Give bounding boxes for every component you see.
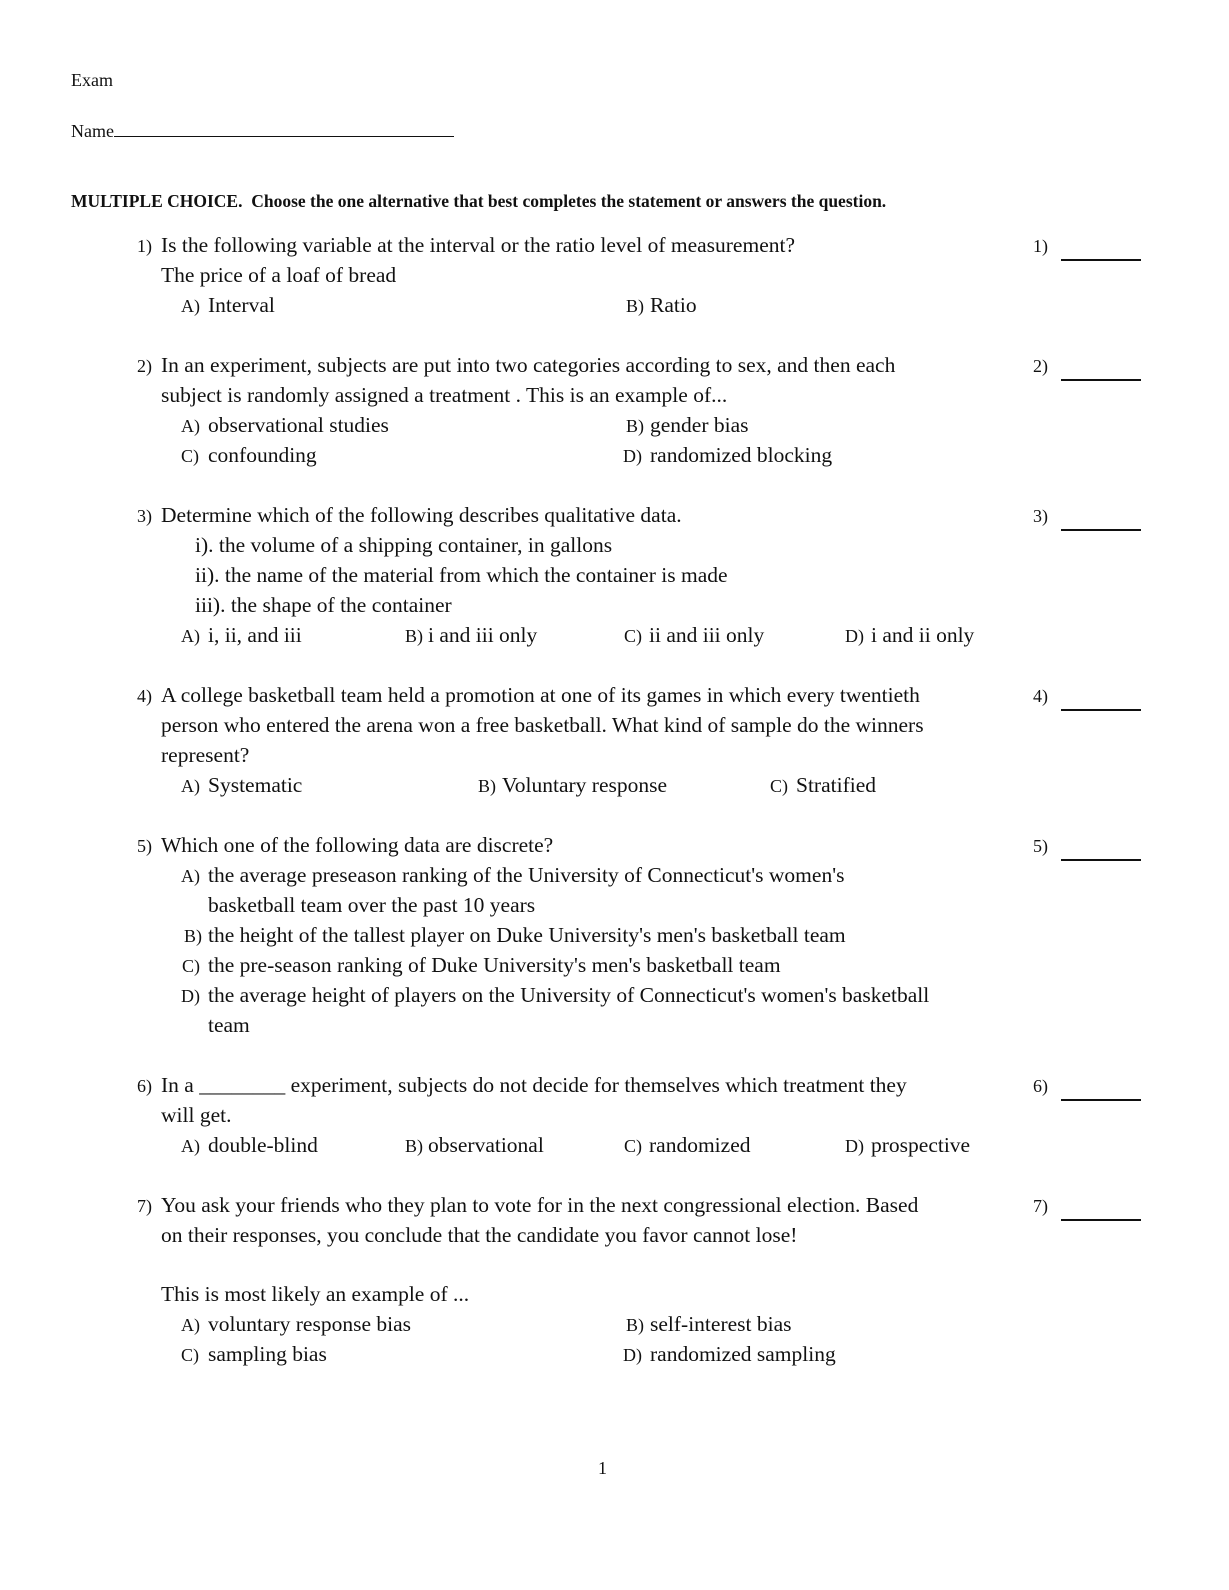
option-a[interactable]: i, ii, and iii bbox=[208, 623, 302, 647]
option-c[interactable]: Stratified bbox=[796, 773, 877, 797]
answer-label: 6) bbox=[1033, 1076, 1048, 1096]
option-letter: A) bbox=[181, 1136, 200, 1156]
option-a[interactable]: the average preseason ranking of the University of Connecticut's women's bbox=[208, 863, 845, 887]
question-number: 5) bbox=[137, 836, 152, 856]
page-number: 1 bbox=[598, 1458, 607, 1478]
answer-label: 2) bbox=[1033, 356, 1048, 376]
question-subitem: ii). the name of the material from which the container is made bbox=[195, 563, 728, 587]
answer-blank[interactable] bbox=[1061, 259, 1141, 261]
answer-blank[interactable] bbox=[1061, 709, 1141, 711]
instructions bbox=[71, 191, 886, 212]
option-b[interactable]: the height of the tallest player on Duke University's men's basketball team bbox=[208, 923, 846, 947]
option-c[interactable]: randomized bbox=[649, 1133, 751, 1157]
answer-label: 5) bbox=[1033, 836, 1048, 856]
option-letter: C) bbox=[624, 1136, 642, 1156]
option-d[interactable]: prospective bbox=[871, 1133, 971, 1157]
option-letter: B) bbox=[626, 416, 644, 436]
option-letter: B) bbox=[405, 626, 423, 646]
answer-label: 4) bbox=[1033, 686, 1048, 706]
option-letter: A) bbox=[181, 776, 200, 796]
question-number: 7) bbox=[137, 1196, 152, 1216]
option-a-continued: basketball team over the past 10 years bbox=[208, 893, 536, 917]
question-text: The price of a loaf of bread bbox=[161, 263, 397, 287]
answer-blank[interactable] bbox=[1061, 1099, 1141, 1101]
question-number: 6) bbox=[137, 1076, 152, 1096]
question-number: 3) bbox=[137, 506, 152, 526]
option-letter: B) bbox=[184, 926, 202, 946]
option-letter: C) bbox=[624, 626, 642, 646]
option-letter: C) bbox=[181, 446, 199, 466]
option-letter: A) bbox=[181, 1315, 200, 1335]
option-b[interactable]: gender bias bbox=[650, 413, 749, 437]
option-letter: C) bbox=[182, 956, 200, 976]
question-text: This is most likely an example of ... bbox=[161, 1282, 470, 1306]
option-b[interactable]: Ratio bbox=[650, 293, 697, 317]
option-b[interactable]: observational bbox=[428, 1133, 544, 1157]
answer-label: 3) bbox=[1033, 506, 1048, 526]
question-text: Which one of the following data are discrete? bbox=[161, 833, 554, 857]
option-a[interactable]: Systematic bbox=[208, 773, 303, 797]
option-letter: C) bbox=[770, 776, 788, 796]
option-letter: B) bbox=[626, 1315, 644, 1335]
answer-blank[interactable] bbox=[1061, 379, 1141, 381]
option-letter: A) bbox=[181, 626, 200, 646]
option-letter: C) bbox=[181, 1345, 199, 1365]
answer-blank[interactable] bbox=[1061, 1219, 1141, 1221]
option-c[interactable]: confounding bbox=[208, 443, 317, 467]
option-d-continued: team bbox=[208, 1013, 250, 1037]
question-number: 1) bbox=[137, 236, 152, 256]
option-c[interactable]: ii and iii only bbox=[649, 623, 765, 647]
question-text: In a ________ experiment, subjects do not decide for themselves which treatment they bbox=[161, 1073, 907, 1097]
exam-label: Exam bbox=[71, 70, 113, 90]
instructions-bold: MULTIPLE CHOICE. bbox=[71, 191, 243, 211]
option-b[interactable]: i and iii only bbox=[428, 623, 538, 647]
name-line bbox=[71, 118, 454, 142]
option-letter: B) bbox=[478, 776, 496, 796]
option-letter: D) bbox=[623, 1345, 642, 1365]
question-number: 4) bbox=[137, 686, 152, 706]
option-letter: D) bbox=[845, 626, 864, 646]
question-text: on their responses, you conclude that the candidate you favor cannot lose! bbox=[161, 1223, 798, 1247]
option-letter: A) bbox=[181, 416, 200, 436]
option-d[interactable]: i and ii only bbox=[871, 623, 975, 647]
option-d[interactable]: the average height of players on the University of Connecticut's women's basketball bbox=[208, 983, 930, 1007]
option-letter: B) bbox=[626, 296, 644, 316]
question-text: person who entered the arena won a free basketball. What kind of sample do the winners bbox=[161, 713, 924, 737]
option-a[interactable]: double-blind bbox=[208, 1133, 318, 1157]
name-label: Name bbox=[71, 121, 114, 141]
question-number: 2) bbox=[137, 356, 152, 376]
question-text: will get. bbox=[161, 1103, 232, 1127]
option-d[interactable]: randomized blocking bbox=[650, 443, 833, 467]
name-field[interactable] bbox=[114, 118, 454, 137]
option-a[interactable]: observational studies bbox=[208, 413, 389, 437]
instructions-text: Choose the one alternative that best completes the statement or answers the question. bbox=[251, 191, 887, 211]
option-d[interactable]: randomized sampling bbox=[650, 1342, 836, 1366]
option-c[interactable]: the pre-season ranking of Duke University's men's basketball team bbox=[208, 953, 781, 977]
question-text: A college basketball team held a promotion at one of its games in which every twentieth bbox=[161, 683, 920, 707]
question-text: You ask your friends who they plan to vote for in the next congressional election. Based bbox=[161, 1193, 919, 1217]
option-a[interactable]: Interval bbox=[208, 293, 275, 317]
option-c[interactable]: sampling bias bbox=[208, 1342, 327, 1366]
answer-blank[interactable] bbox=[1061, 529, 1141, 531]
question-text: Determine which of the following describes qualitative data. bbox=[161, 503, 682, 527]
answer-blank[interactable] bbox=[1061, 859, 1141, 861]
answer-label: 1) bbox=[1033, 236, 1048, 256]
option-letter: B) bbox=[405, 1136, 423, 1156]
option-letter: D) bbox=[623, 446, 642, 466]
answer-label: 7) bbox=[1033, 1196, 1048, 1216]
option-b[interactable]: Voluntary response bbox=[502, 773, 668, 797]
option-letter: D) bbox=[181, 986, 200, 1006]
question-text: Is the following variable at the interval or the ratio level of measurement? bbox=[161, 233, 796, 257]
option-a[interactable]: voluntary response bias bbox=[208, 1312, 412, 1336]
option-letter: A) bbox=[181, 866, 200, 886]
question-text: represent? bbox=[161, 743, 250, 767]
option-letter: A) bbox=[181, 296, 200, 316]
option-letter: D) bbox=[845, 1136, 864, 1156]
question-text: In an experiment, subjects are put into two categories according to sex, and then each bbox=[161, 353, 896, 377]
option-b[interactable]: self-interest bias bbox=[650, 1312, 792, 1336]
question-subitem: i). the volume of a shipping container, in gallons bbox=[195, 533, 613, 557]
question-subitem: iii). the shape of the container bbox=[195, 593, 452, 617]
question-text: subject is randomly assigned a treatment . This is an example of... bbox=[161, 383, 728, 407]
